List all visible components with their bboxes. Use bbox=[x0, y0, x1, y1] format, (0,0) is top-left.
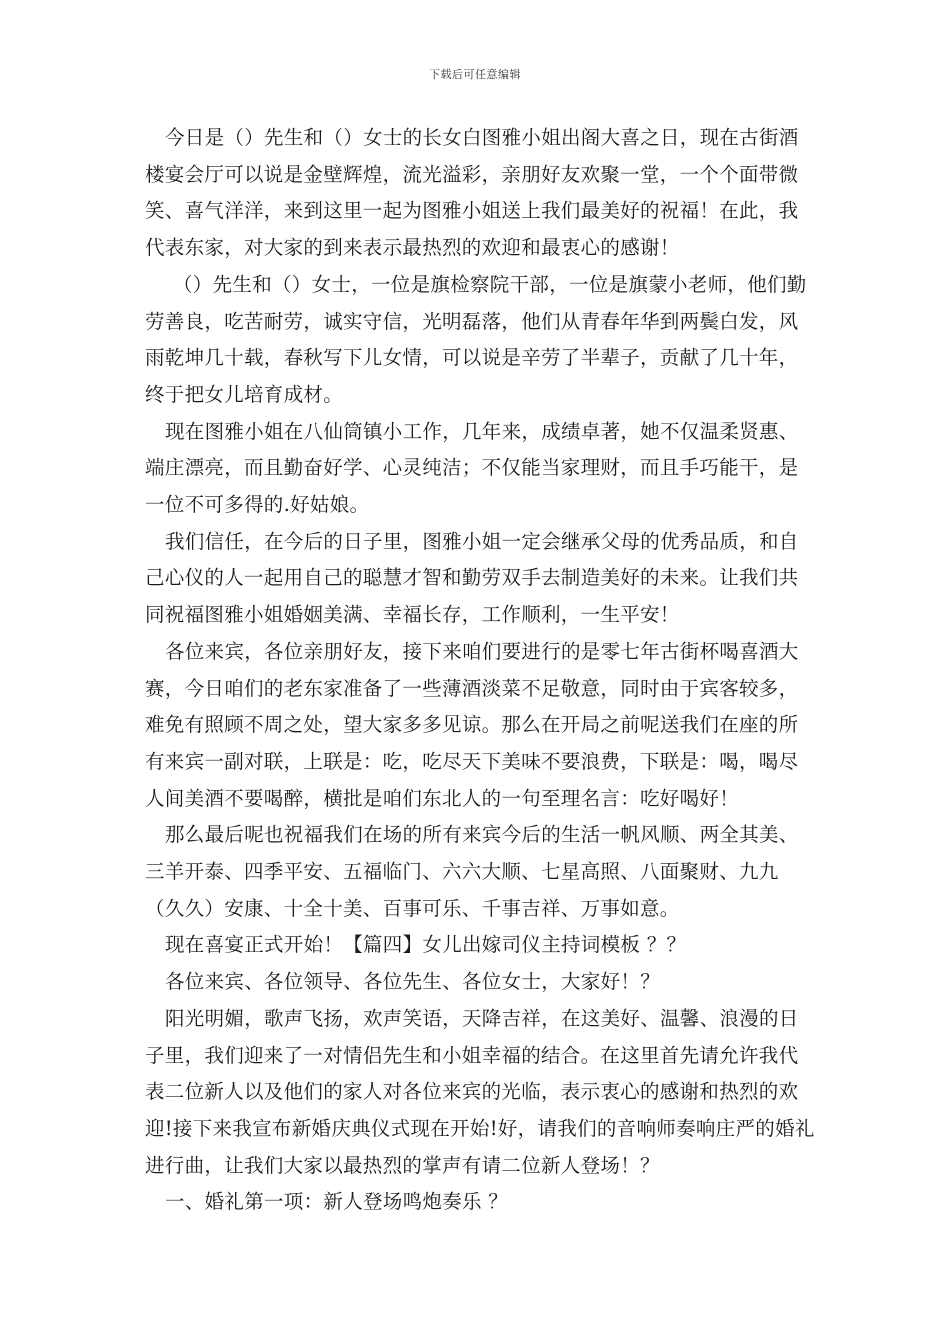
paragraph-6: 那么最后呢也祝福我们在场的所有来宾今后的生活一帆风顺、两全其美、三羊开泰、四季平安、五福临门、六六大顺、七星高照、八面聚财、九九（久久）安康、十全十美、百事可乐、千事吉祥、万事如意。 bbox=[145, 823, 799, 920]
paragraph-8: 各位来宾、各位领导、各位先生、各位女士，大家好！？ bbox=[165, 970, 661, 994]
paragraph-2: （）先生和（）女士，一位是旗检察院干部，一位是旗蒙小老师，他们勤劳善良，吃苦耐劳，诚实守信，光明磊落，他们从青春年华到两鬓白发，风雨乾坤几十载，春秋写下儿女情，可以说是辛劳了半辈子，贡献了几十年，终于把女儿培育成材。 bbox=[145, 272, 807, 406]
document-body bbox=[145, 120, 817, 1221]
paragraph-1: 今日是（）先生和（）女士的长女白图雅小姐出阁大喜之日，现在古街酒楼宴会厅可以说是金壁辉煌，流光溢彩，亲朋好友欢聚一堂，一个个面带微笑、喜气洋洋，来到这里一起为图雅小姐送上我们最美好的祝福！在此，我代表东家，对大家的到来表示最热烈的欢迎和最衷心的感谢！ bbox=[145, 126, 799, 260]
paragraph-4: 我们信任，在今后的日子里，图雅小姐一定会继承父母的优秀品质，和自己心仪的人一起用自己的聪慧才智和勤劳双手去制造美好的未来。让我们共同祝福图雅小姐婚姻美满、幸福长存，工作顺利，一生平安！ bbox=[145, 529, 799, 627]
paragraph-3: 现在图雅小姐在八仙筒镇小工作，几年来，成绩卓著，她不仅温柔贤惠、端庄漂亮，而且勤奋好学、心灵纯洁；不仅能当家理财，而且手巧能干，是一位不可多得的.好姑娘。 bbox=[145, 419, 799, 517]
paragraph-5: 各位来宾，各位亲朋好友，接下来咱们要进行的是零七年古街杯喝喜酒大赛，今日咱们的老东家准备了一些薄酒淡菜不足敬意，同时由于宾客较多，难免有照顾不周之处，望大家多多见谅。那么在开局之前呢送我们在座的所有来宾一副对联，上联是：吃，吃尽天下美味不要浪费，下联是：喝，喝尽人间美酒不要喝醉，横批是咱们东北人的一句至理名言：吃好喝好！ bbox=[145, 639, 799, 810]
paragraph-9: 阳光明媚，歌声飞扬，欢声笑语，天降吉祥，在这美好、温馨、浪漫的日子里，我们迎来了一对情侣先生和小姐幸福的结合。在这里首先请允许我代表二位新人以及他们的家人对各位来宾的光临，表示衷心的感谢和热烈的欢迎!接下来我宣布新婚庆典仪式现在开始!好，请我们的音响师奏响庄严的婚礼进行曲，让我们大家以最热烈的掌声有请二位新人登场！？ bbox=[145, 1006, 815, 1177]
paragraph-7: 现在喜宴正式开始！【篇四】女儿出嫁司仪主持词模板 ？？ bbox=[165, 933, 687, 957]
paragraph-10: 一、婚礼第一项：新人登场鸣炮奏乐 ？ bbox=[165, 1190, 509, 1214]
page-header-note: 下载后可任意编辑 bbox=[429, 68, 521, 81]
